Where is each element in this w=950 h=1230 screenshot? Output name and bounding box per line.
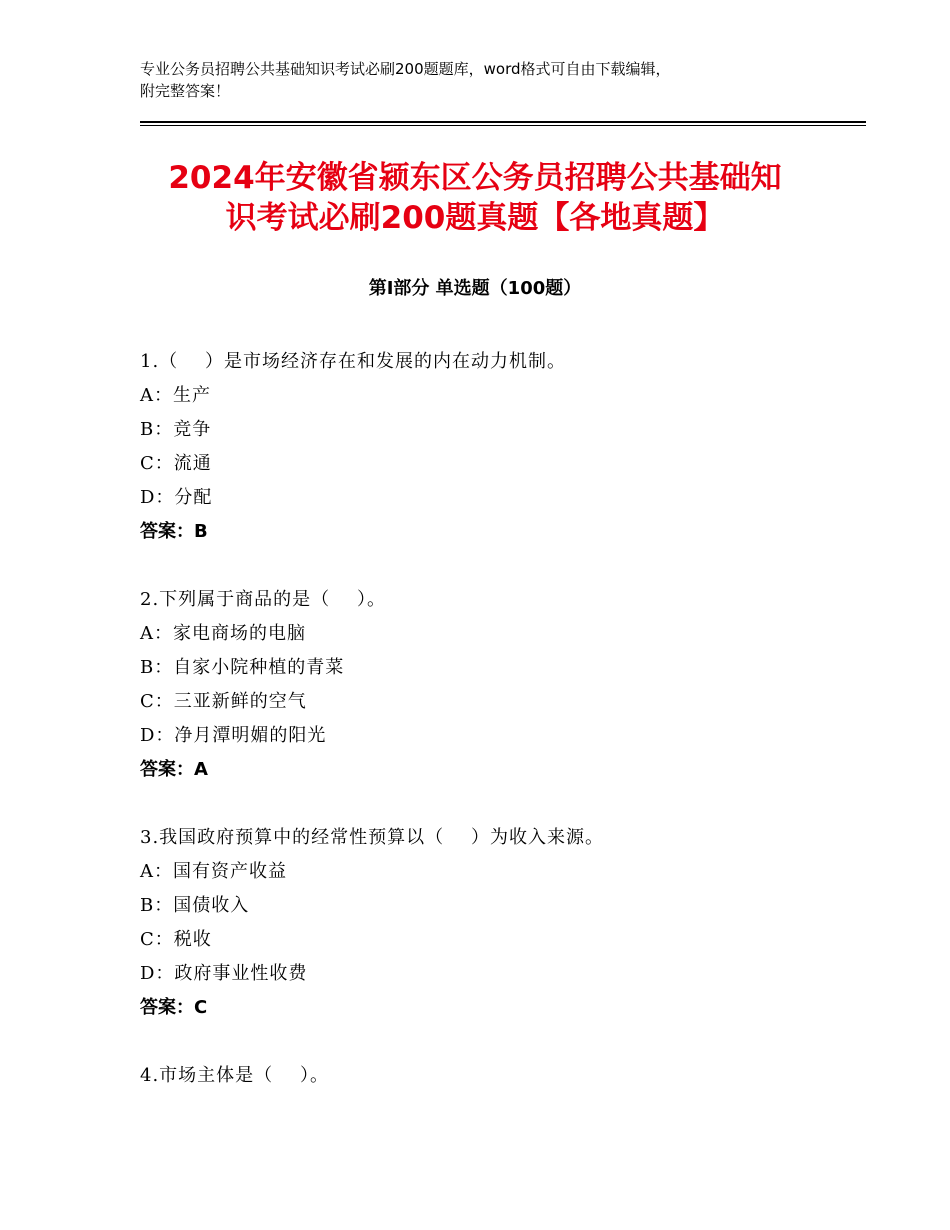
option-a: A：国有资产收益 bbox=[140, 861, 287, 882]
option-d: D：政府事业性收费 bbox=[140, 963, 308, 984]
option-b: B：自家小院种植的青菜 bbox=[140, 657, 345, 678]
question-4 bbox=[140, 1059, 840, 1093]
question-1 bbox=[140, 345, 840, 549]
option-c: C：三亚新鲜的空气 bbox=[140, 691, 307, 712]
section-heading: 第Ⅰ部分 单选题（100题） bbox=[368, 278, 582, 299]
option-d: D：净月潭明媚的阳光 bbox=[140, 725, 327, 746]
header-note-line-2: 附完整答案！ bbox=[140, 82, 231, 100]
answer-label: 答案：B bbox=[140, 521, 208, 542]
question-list bbox=[140, 345, 840, 1127]
answer-label: 答案：C bbox=[140, 997, 208, 1018]
option-a: A：家电商场的电脑 bbox=[140, 623, 306, 644]
question-stem: 3.我国政府预算中的经常性预算以（ ）为收入来源。 bbox=[140, 827, 605, 848]
option-c: C：流通 bbox=[140, 453, 212, 474]
question-2 bbox=[140, 583, 840, 787]
question-3 bbox=[140, 821, 840, 1025]
header-note bbox=[140, 58, 840, 102]
document-title-line-2: 识考试必刷200题真题【各地真题】 bbox=[225, 200, 725, 236]
header-divider-thick bbox=[140, 121, 866, 123]
option-d: D：分配 bbox=[140, 487, 213, 508]
question-stem: 2.下列属于商品的是（ ）。 bbox=[140, 589, 387, 610]
question-stem: 4.市场主体是（ ）。 bbox=[140, 1065, 330, 1086]
header-note-line-1: 专业公务员招聘公共基础知识考试必刷200题题库，word格式可自由下载编辑， bbox=[140, 60, 671, 78]
question-stem: 1.（ ）是市场经济存在和发展的内在动力机制。 bbox=[140, 351, 567, 372]
option-a: A：生产 bbox=[140, 385, 211, 406]
option-c: C：税收 bbox=[140, 929, 212, 950]
header-divider-thin bbox=[140, 125, 866, 126]
option-b: B：国债收入 bbox=[140, 895, 250, 916]
document-title bbox=[140, 158, 810, 238]
document-title-line-1: 2024年安徽省颍东区公务员招聘公共基础知 bbox=[168, 160, 782, 196]
answer-label: 答案：A bbox=[140, 759, 208, 780]
option-b: B：竞争 bbox=[140, 419, 212, 440]
